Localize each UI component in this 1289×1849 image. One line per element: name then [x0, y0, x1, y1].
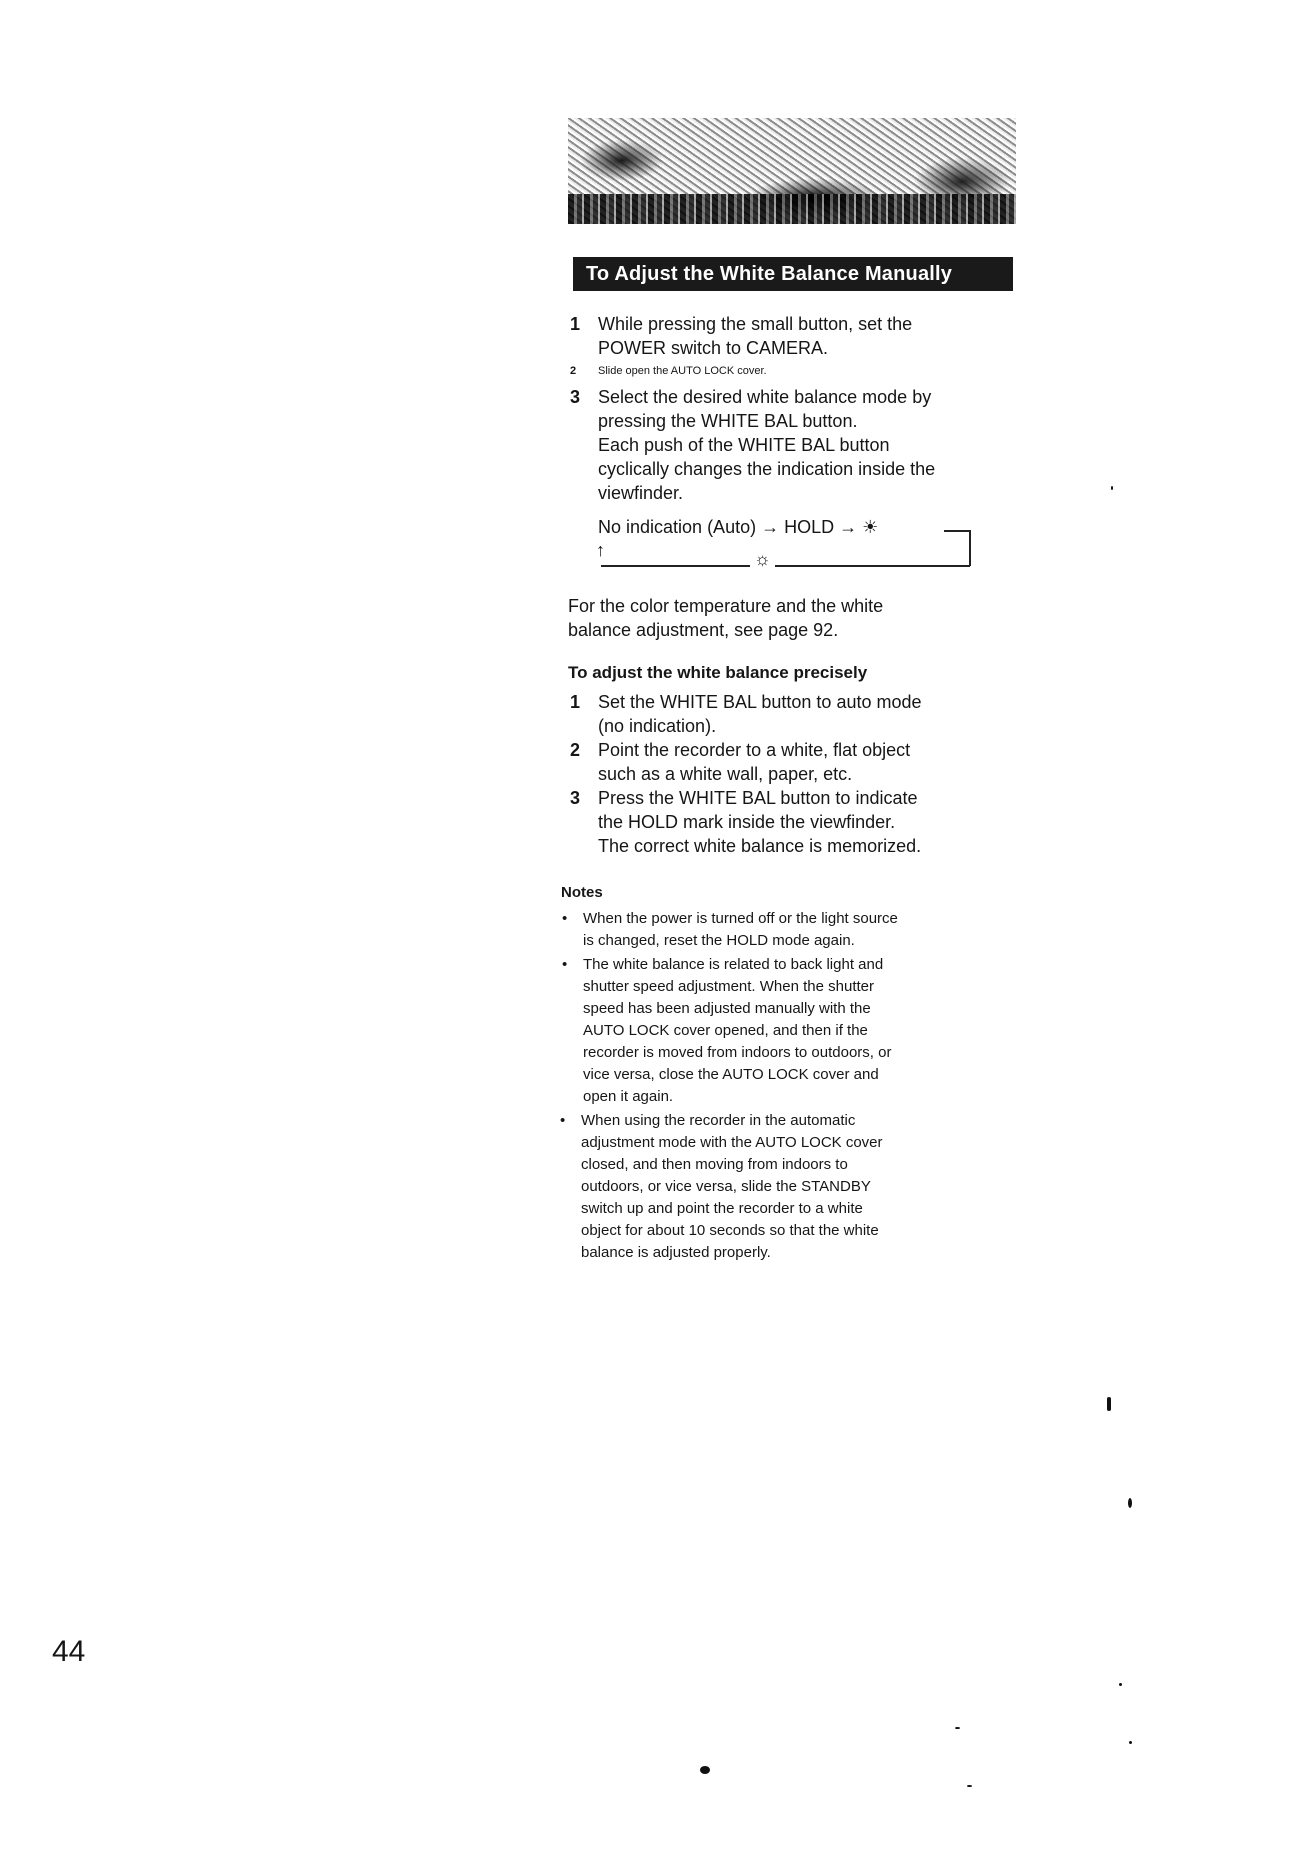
step-line: pressing the WHITE BAL button.: [598, 411, 858, 431]
page-number: 44: [52, 1635, 86, 1668]
step-line: (no indication).: [598, 716, 717, 736]
step-line: Select the desired white balance mode by: [598, 387, 932, 407]
step-number: 2: [570, 740, 581, 760]
step-number: 1: [570, 314, 581, 334]
step-line: viewfinder.: [598, 483, 684, 503]
scan-speck: [1128, 1498, 1132, 1508]
step-line: such as a white wall, paper, etc.: [598, 764, 853, 784]
scan-speck: [700, 1766, 710, 1774]
precise-heading: To adjust the white balance precisely: [568, 663, 868, 682]
step-number: 1: [570, 692, 581, 712]
scan-speck: [967, 1785, 972, 1787]
cycle-line-right: [969, 530, 971, 566]
scan-speck: [955, 1727, 960, 1729]
notes-heading: Notes: [561, 884, 603, 901]
step-line: The correct white balance is memorized.: [598, 836, 922, 856]
indoor-lamp-icon: ☼: [750, 549, 775, 570]
return-arrow-icon: ↑: [596, 540, 605, 560]
step-line: Point the recorder to a white, flat object: [598, 740, 911, 760]
step-line: Slide open the AUTO LOCK cover.: [598, 365, 767, 377]
step-line: Press the WHITE BAL button to indicate: [598, 788, 918, 808]
banner-photo: [568, 118, 1016, 224]
bullet-icon: •: [562, 956, 568, 973]
reference-line: For the color temperature and the white: [568, 596, 884, 616]
step-line: POWER switch to CAMERA.: [598, 338, 829, 358]
note-text: The white balance is related to back light and shutter speed adjustment. When the shutter speed has been adjusted manually with the AUTO LOCK cover opened, and then if the recorder is moved from indoors to outdoors, or vice versa, close the AUTO LOCK cover and open it again.: [583, 956, 892, 1105]
bullet-icon: •: [560, 1112, 566, 1129]
cycle-indication: No indication (Auto) → HOLD → ☀: [598, 517, 879, 537]
step-line: Set the WHITE BAL button to auto mode: [598, 692, 922, 712]
cycle-line-bottom: [601, 565, 970, 567]
scan-speck: [1119, 1683, 1122, 1686]
reference-line: balance adjustment, see page 92.: [568, 620, 839, 640]
step-line: Each push of the WHITE BAL button: [598, 435, 890, 455]
cycle-line-top: [944, 530, 970, 532]
scan-speck: [1129, 1741, 1132, 1744]
note-text: When the power is turned off or the light source is changed, reset the HOLD mode again.: [583, 910, 898, 949]
step-line: cyclically changes the indication inside the: [598, 459, 936, 479]
step-number: 3: [570, 788, 581, 808]
scan-speck: [1107, 1397, 1111, 1411]
step-line: the HOLD mark inside the viewfinder.: [598, 812, 896, 832]
step-number: 2: [570, 365, 577, 377]
step-line: While pressing the small button, set the: [598, 314, 913, 334]
scan-speck: [1111, 486, 1113, 490]
section-title: To Adjust the White Balance Manually: [573, 257, 1013, 291]
step-number: 3: [570, 387, 581, 407]
note-text: When using the recorder in the automatic adjustment mode with the AUTO LOCK cover closed, and then moving from indoors to outdoors, or vice versa, slide the STANDBY switch up and point the recorder to a white object for about 10 seconds so that the white balance is adjusted properly.: [581, 1112, 883, 1261]
bullet-icon: •: [562, 910, 568, 927]
banner-photo-strip: [568, 194, 1016, 224]
